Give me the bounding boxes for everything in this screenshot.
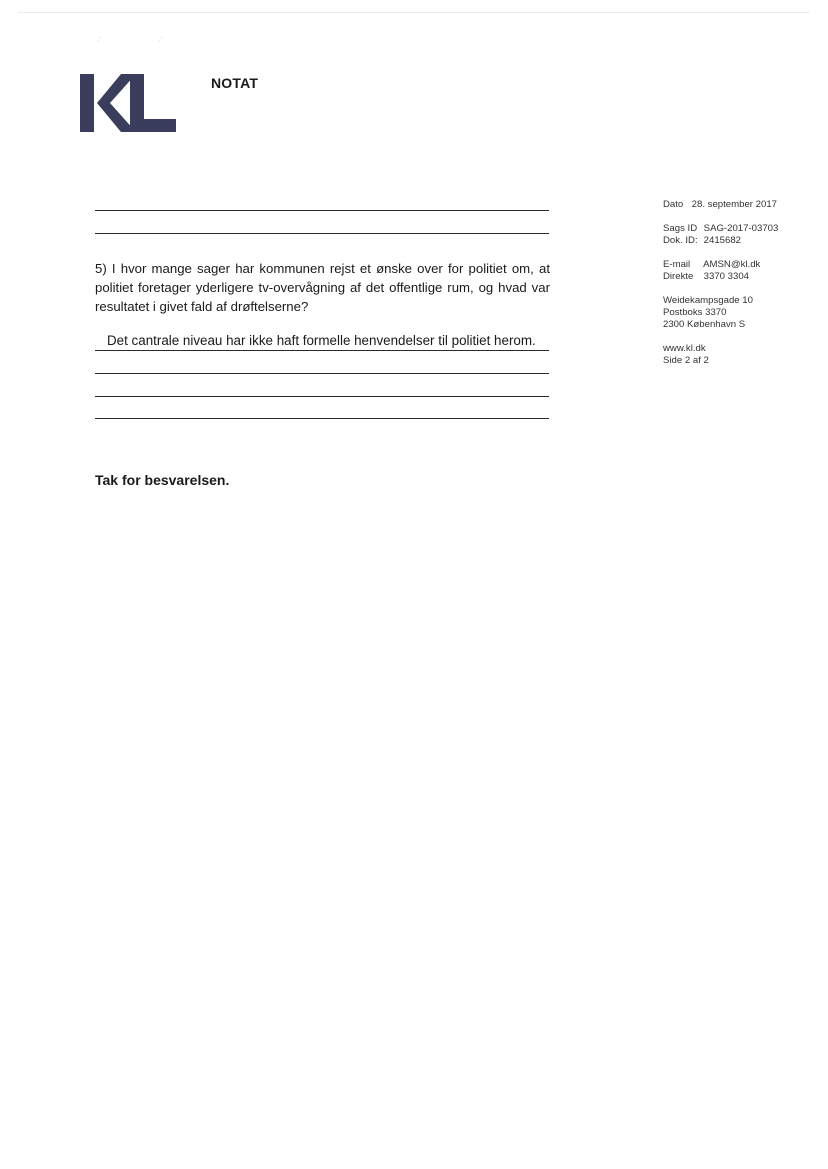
answer-line [95, 396, 549, 397]
case-id-value: SAG-2017-03703 [703, 223, 779, 234]
handwritten-answer: Det cantrale niveau har ikke haft formelle henvendelser til politiet herom. [107, 333, 536, 348]
question-text: 5) I hvor mange sager har kommunen rejst et ønske over for politiet om, at politiet foretager yderligere tv-overvågning af det offentlige rum, og hvad var resultatet i givet fald af drøftelserne? [95, 261, 550, 314]
answer-line [95, 210, 549, 211]
date-value: 28. september 2017 [691, 199, 778, 210]
answer-line [95, 418, 549, 419]
direct-phone-label: Direkte [663, 271, 694, 282]
page-number: Side 2 af 2 [663, 355, 709, 366]
address-line: 2300 København S [663, 319, 746, 330]
doc-id-row [663, 235, 741, 247]
email-label: E-mail [663, 259, 691, 270]
website: www.kl.dk [663, 343, 706, 354]
closing-text: Tak for besvarelsen. [95, 472, 230, 488]
date-label: Dato [663, 199, 684, 210]
scan-speck: ·˙ [158, 38, 163, 45]
doc-id-value: 2415682 [703, 235, 742, 246]
direct-phone-row [663, 271, 749, 283]
date-row [663, 199, 777, 211]
email-row [663, 259, 760, 271]
address-line: Weidekampsgade 10 [663, 295, 753, 306]
document-type: NOTAT [211, 75, 259, 91]
answer-line [95, 350, 549, 351]
address-line: Postboks 3370 [663, 307, 727, 318]
scan-edge-line [18, 12, 810, 13]
case-id-label: Sags ID [663, 223, 698, 234]
answer-line [95, 233, 549, 234]
scan-speck: ·˙ [97, 38, 102, 45]
email-value: AMSN@kl.dk [703, 259, 761, 270]
doc-id-label: Dok. ID: [663, 235, 698, 246]
kl-logo [80, 74, 176, 132]
answer-line [95, 373, 549, 374]
direct-phone-value: 3370 3304 [703, 271, 750, 282]
case-id-row [663, 223, 778, 235]
